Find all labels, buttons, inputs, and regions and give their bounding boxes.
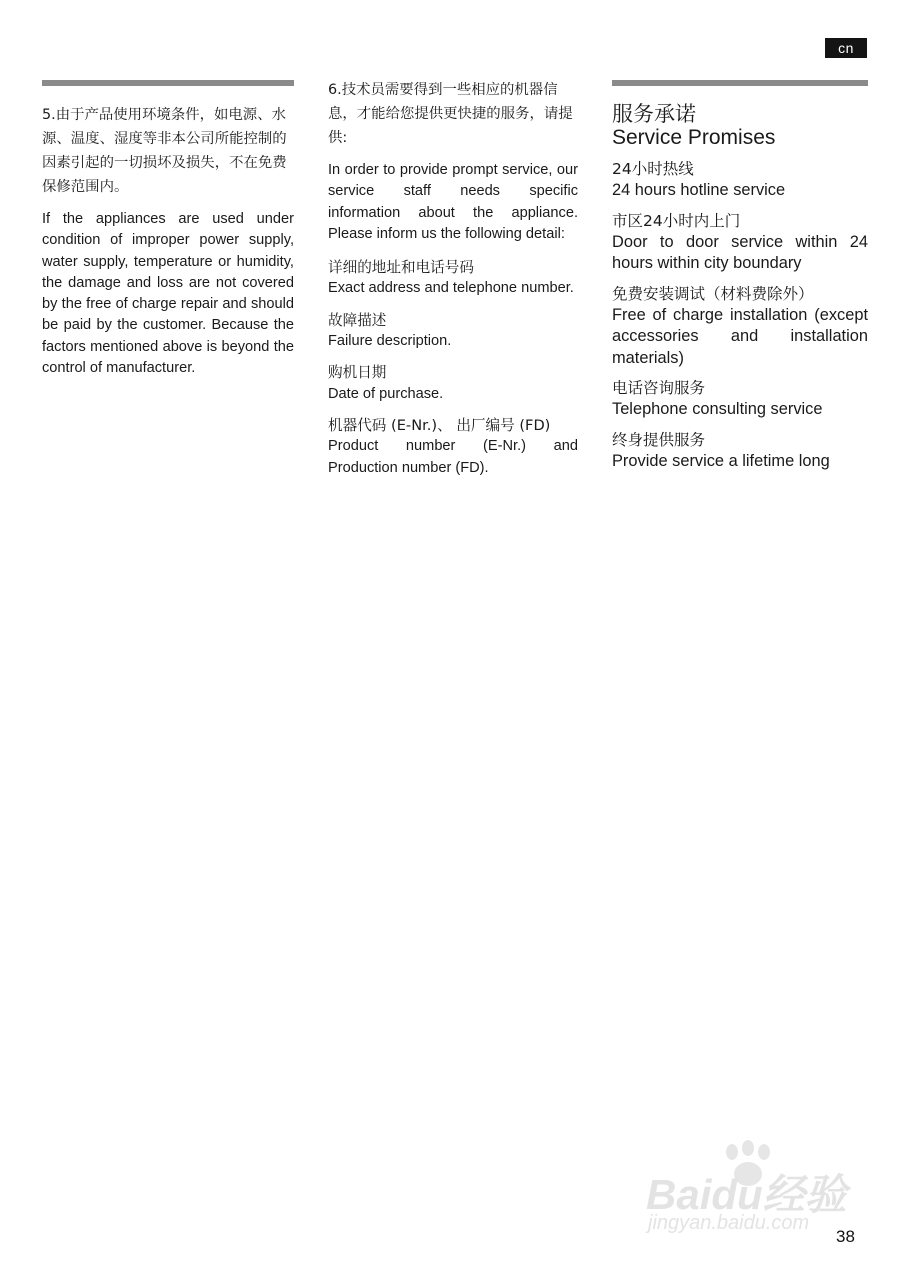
service-info-intro-cn: 6.技术员需要得到一些相应的机器信息，才能给您提供更快捷的服务，请提供:: [328, 82, 573, 146]
service-item: [612, 210, 868, 275]
service-item: [612, 158, 868, 202]
item-label-cn: 详细的地址和电话号码: [328, 259, 474, 277]
item-label-en: Exact address and telephone number.: [328, 280, 574, 297]
list-item: [328, 257, 578, 300]
item-label-cn: 机器代码 (E-Nr.)、 出厂编号 (FD): [328, 416, 551, 434]
column-service-info: [328, 80, 578, 489]
service-item: [612, 377, 868, 421]
service-label-en: Free of charge installation (except accessories and installation materials): [612, 305, 868, 367]
item-label-en: Product number (E-Nr.) and Production number (FD).: [328, 438, 578, 476]
service-label-en: Telephone consulting service: [612, 400, 823, 418]
service-label-cn: 电话咨询服务: [612, 379, 706, 397]
exclusion-paragraph-cn: 5.由于产品使用环境条件，如电源、水源、温度、湿度等非本公司所能控制的因素引起的一切损坏及损失，不在免费保修范围内。: [42, 107, 287, 195]
item-label-en: Date of purchase.: [328, 385, 444, 402]
service-label-cn: 终身提供服务: [612, 430, 706, 449]
service-label-en: 24 hours hotline service: [612, 181, 786, 199]
language-badge: cn: [825, 38, 867, 58]
section-title-cn: 服务承诺: [612, 102, 696, 126]
section-title-en: Service Promises: [612, 126, 776, 149]
service-label-cn: 24小时热线: [612, 160, 694, 178]
service-label-cn: 免费安装调试（材料费除外）: [612, 284, 814, 303]
service-label-en: Door to door service within 24 hours within city boundary: [612, 232, 868, 272]
column-warranty-exclusion: [42, 80, 294, 391]
list-item: [328, 310, 578, 353]
column-divider: [612, 80, 868, 86]
service-item: [612, 283, 868, 370]
column-divider: [42, 80, 294, 86]
item-label-en: Failure description.: [328, 333, 452, 350]
item-label-cn: 故障描述: [328, 311, 387, 329]
list-item: [328, 362, 578, 405]
service-item: [612, 429, 868, 473]
watermark-url: jingyan.baidu.com: [648, 1212, 810, 1234]
list-item: [328, 415, 578, 479]
item-label-cn: 购机日期: [328, 364, 387, 382]
service-label-en: Provide service a lifetime long: [612, 451, 830, 470]
exclusion-paragraph-en: If the appliances are used under condition of improper power supply, water supply, temperature or humidity, the damage and loss are not covered by the free of charge repair and should be paid by the customer. Because the factors mentioned above is beyond the control of manufacturer.: [42, 211, 294, 377]
page-number: 38: [836, 1227, 855, 1246]
watermark-brand: Baidu经验: [646, 1171, 847, 1218]
service-info-intro-en: In order to provide prompt service, our service staff needs specific information about the appliance. Please inform us the following detail:: [328, 162, 578, 242]
column-service-promises: [612, 80, 868, 480]
service-label-cn: 市区24小时内上门: [612, 211, 741, 230]
